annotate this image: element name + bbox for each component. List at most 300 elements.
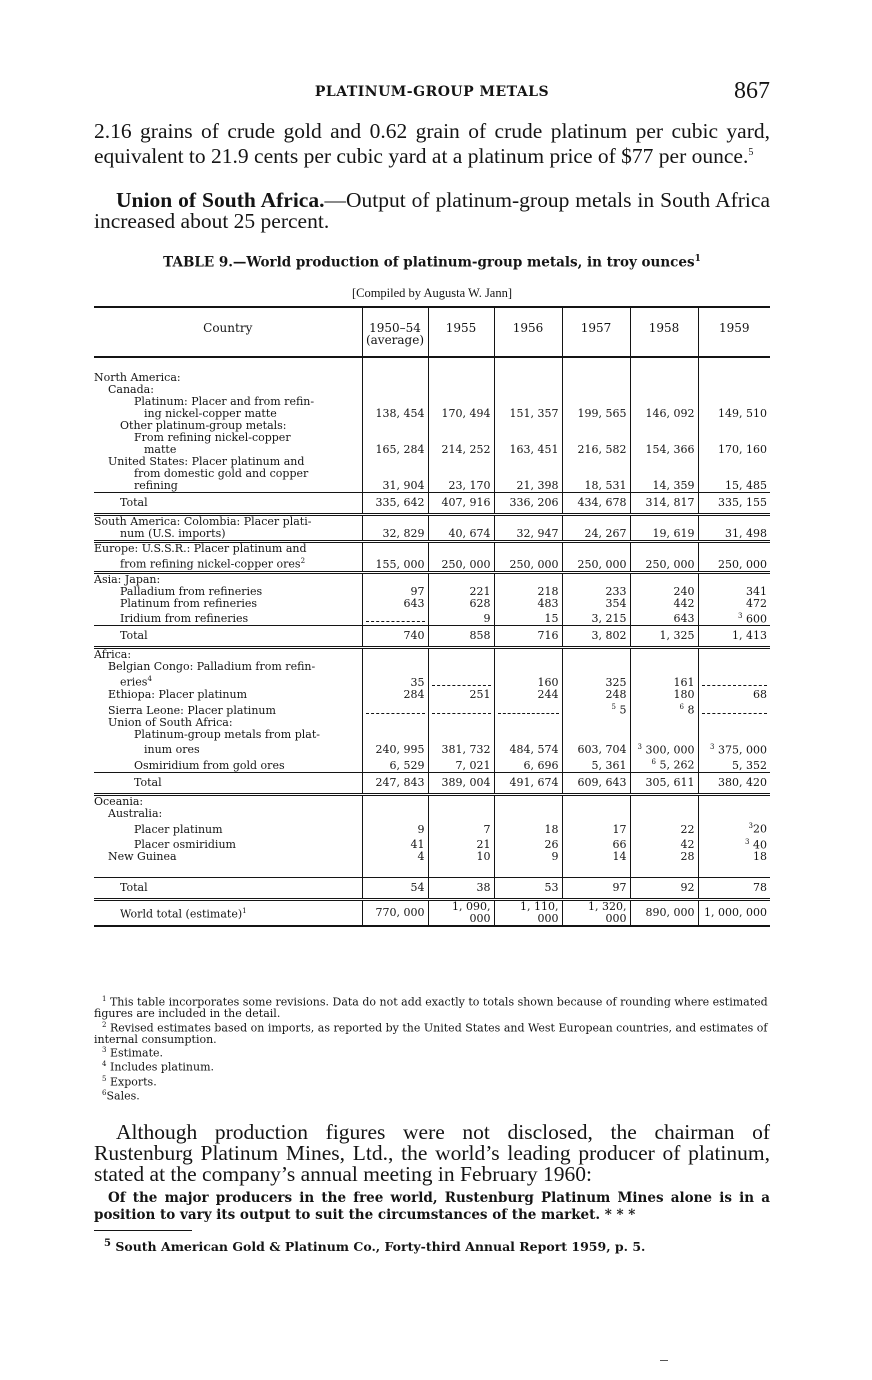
table-cell: 1, 413 xyxy=(698,626,770,648)
table-cell: 17 xyxy=(562,820,630,836)
table-row xyxy=(94,673,770,689)
table-cell xyxy=(494,808,562,820)
row-label: from domestic gold and copper xyxy=(134,468,309,480)
table-cell xyxy=(494,648,562,662)
table-cell xyxy=(562,515,630,529)
table-cell xyxy=(494,661,562,673)
table-cell xyxy=(630,808,698,820)
table-cell: 19, 619 xyxy=(630,528,698,542)
table-cell: 68 xyxy=(698,689,770,701)
table-cell: 23, 170 xyxy=(428,480,494,493)
world-total-row xyxy=(94,900,770,927)
table-cell: 14, 359 xyxy=(630,480,698,493)
table-cell xyxy=(698,542,770,556)
table-cell xyxy=(362,420,428,432)
table-cell: 314, 817 xyxy=(630,493,698,515)
total-row xyxy=(94,772,770,794)
table-cell: 138, 454 xyxy=(362,408,428,420)
table-cell xyxy=(562,717,630,729)
run-in-heading: Union of South Africa. xyxy=(116,188,325,212)
table-cell xyxy=(494,456,562,468)
table-cell xyxy=(630,542,698,556)
table-cell: 21, 398 xyxy=(494,480,562,493)
table-cell: 42 xyxy=(630,836,698,852)
table-row xyxy=(94,598,770,610)
table-cell: 305, 611 xyxy=(630,772,698,794)
south-africa-paragraph xyxy=(94,190,770,232)
table-cell xyxy=(698,572,770,586)
table-row xyxy=(94,555,770,572)
column-header: 1957 xyxy=(562,307,630,357)
table-cell: 335, 155 xyxy=(698,493,770,515)
row-label: Platinum-group metals from plat- xyxy=(134,728,320,741)
table-cell xyxy=(698,717,770,729)
continued-paragraph xyxy=(94,121,770,167)
table-cell xyxy=(428,648,494,662)
table-cell xyxy=(494,717,562,729)
table-cell xyxy=(562,357,630,372)
table-cell: $^3$ 375, 000 xyxy=(698,741,770,757)
table-cell: 10 xyxy=(428,851,494,863)
table-cell xyxy=(630,794,698,808)
row-label: Total xyxy=(94,772,362,794)
table-cell: 149, 510 xyxy=(698,408,770,420)
table-cell xyxy=(630,661,698,673)
table-cell: 1, 090, 000 xyxy=(428,900,494,927)
table-cell xyxy=(698,420,770,432)
table-cell xyxy=(428,384,494,396)
row-label: Total xyxy=(94,626,362,648)
table-cell xyxy=(362,729,428,741)
table-row xyxy=(94,794,770,808)
table-cell: 38 xyxy=(428,878,494,900)
table-cell: 3, 802 xyxy=(562,626,630,648)
table-cell: 35 xyxy=(362,673,428,689)
table-cell xyxy=(94,863,362,878)
table-cell: 740 xyxy=(362,626,428,648)
table-row xyxy=(94,515,770,529)
running-header xyxy=(94,78,770,108)
table-cell: 214, 252 xyxy=(428,444,494,456)
table-cell: 165, 284 xyxy=(362,444,428,456)
table-cell: 484, 574 xyxy=(494,741,562,757)
table-cell: 858 xyxy=(428,626,494,648)
table-row xyxy=(94,456,770,468)
table-caption: TABLE 9.—World production of platinum-group metals, in troy ounces$^1$ xyxy=(163,254,701,271)
table-cell xyxy=(494,420,562,432)
table-cell: $^3$ 300, 000 xyxy=(630,741,698,757)
table-cell: 14 xyxy=(562,851,630,863)
row-label: inum ores xyxy=(144,743,200,757)
table-cell: $^6$ 8 xyxy=(630,701,698,717)
table-cell: 170, 160 xyxy=(698,444,770,456)
table-cell: 54 xyxy=(362,878,428,900)
table-row xyxy=(94,717,770,729)
table-cell: 240 xyxy=(630,586,698,598)
row-label: from refining nickel-copper ores$^2$ xyxy=(120,557,306,571)
row-label: Ethiopa: Placer platinum xyxy=(108,688,248,701)
table-cell xyxy=(630,372,698,384)
table-cell xyxy=(428,808,494,820)
table-row xyxy=(94,851,770,863)
table-cell xyxy=(698,808,770,820)
table-row xyxy=(94,420,770,432)
row-label: Osmiridium from gold ores xyxy=(134,758,285,772)
table-cell xyxy=(428,729,494,741)
table-cell xyxy=(630,357,698,372)
table-cell: 9 xyxy=(362,820,428,836)
table-cell: 160 xyxy=(494,673,562,689)
table-cell: 24, 267 xyxy=(562,528,630,542)
row-label: refining xyxy=(134,480,178,492)
table-cell xyxy=(494,542,562,556)
table-cell: 250, 000 xyxy=(494,555,562,572)
row-label: Placer osmiridium xyxy=(134,838,236,852)
table-row xyxy=(94,689,770,701)
table-row xyxy=(94,729,770,741)
table-cell: 216, 582 xyxy=(562,444,630,456)
table-cell xyxy=(428,572,494,586)
table-cell: $^6$ 5, 262 xyxy=(630,756,698,772)
column-header: Country xyxy=(94,307,362,357)
table-cell: 4 xyxy=(362,851,428,863)
footnote: $^4$ Includes platinum. xyxy=(102,1060,215,1075)
table-cell: 1, 000, 000 xyxy=(698,900,770,927)
table-cell: 199, 565 xyxy=(562,408,630,420)
table-cell: 250, 000 xyxy=(562,555,630,572)
table-cell: 21 xyxy=(428,836,494,852)
table-cell: 6, 696 xyxy=(494,756,562,772)
table-cell: $^3$ 40 xyxy=(698,836,770,852)
row-label: Placer platinum xyxy=(134,822,223,836)
table-cell xyxy=(362,648,428,662)
table-cell: 442 xyxy=(630,598,698,610)
table-cell: 609, 643 xyxy=(562,772,630,794)
table-cell xyxy=(428,372,494,384)
footnote: $^2$ Revised estimates based on imports, as reported by the United States and West European countries, and estimates of internal consumption. xyxy=(94,1020,768,1046)
table-cell: 244 xyxy=(494,689,562,701)
footnote: $^1$ This table incorporates some revisions. Data do not add exactly to totals shown because of rounding where estimated figures are included in the detail. xyxy=(94,995,768,1021)
total-row xyxy=(94,493,770,515)
table-cell xyxy=(362,717,428,729)
table-cell xyxy=(562,863,630,878)
row-label: num (U.S. imports) xyxy=(120,528,226,540)
table-row xyxy=(94,572,770,586)
table-cell xyxy=(362,572,428,586)
row-label: Oceania: xyxy=(94,794,362,808)
footnote-ref: 1 xyxy=(694,254,701,264)
table-cell: 491, 674 xyxy=(494,772,562,794)
table-cell xyxy=(494,794,562,808)
table-row xyxy=(94,586,770,598)
table-cell: 97 xyxy=(362,586,428,598)
row-label: Iridium from refineries xyxy=(120,612,249,626)
table-cell: 9 xyxy=(428,610,494,626)
table-cell: 251 xyxy=(428,689,494,701)
column-header: 1950–54 (average) xyxy=(362,307,428,357)
row-label: matte xyxy=(144,444,177,456)
table-cell xyxy=(362,863,428,878)
table-row xyxy=(94,542,770,556)
table-cell: 250, 000 xyxy=(428,555,494,572)
table-cell: 643 xyxy=(362,598,428,610)
table-cell: 770, 000 xyxy=(362,900,428,927)
table-cell: 890, 000 xyxy=(630,900,698,927)
footnote: $^6$Sales. xyxy=(102,1088,140,1103)
table-row xyxy=(94,528,770,542)
table-cell: 1, 325 xyxy=(630,626,698,648)
table-cell: 221 xyxy=(428,586,494,598)
table-cell: 341 xyxy=(698,586,770,598)
table-cell: $^3$ 600 xyxy=(698,610,770,626)
row-label: Belgian Congo: Palladium from refin- xyxy=(108,661,316,674)
page-number: 867 xyxy=(734,78,770,104)
table-cell: 380, 420 xyxy=(698,772,770,794)
table-cell: 97 xyxy=(562,878,630,900)
table-cell: 5, 361 xyxy=(562,756,630,772)
table-cell: 389, 004 xyxy=(428,772,494,794)
table-cell xyxy=(562,572,630,586)
table-cell xyxy=(362,610,428,626)
table-cell: 151, 357 xyxy=(494,408,562,420)
table-cell: 240, 995 xyxy=(362,741,428,757)
table-row xyxy=(94,384,770,396)
table-cell: $^3$20 xyxy=(698,820,770,836)
table-cell xyxy=(494,729,562,741)
table-cell: 40, 674 xyxy=(428,528,494,542)
table-cell: 381, 732 xyxy=(428,741,494,757)
table-cell xyxy=(428,717,494,729)
table-cell xyxy=(362,542,428,556)
table-cell xyxy=(428,420,494,432)
table-row xyxy=(94,480,770,493)
column-header: 1959 xyxy=(698,307,770,357)
table-cell xyxy=(494,384,562,396)
table-cell xyxy=(630,384,698,396)
footnote-rule xyxy=(94,1230,192,1231)
table-cell xyxy=(562,542,630,556)
table-cell: 22 xyxy=(630,820,698,836)
table-cell: 218 xyxy=(494,586,562,598)
table-cell: 5, 352 xyxy=(698,756,770,772)
table-cell: 66 xyxy=(562,836,630,852)
row-label: Platinum from refineries xyxy=(120,597,258,610)
table-cell: 472 xyxy=(698,598,770,610)
table-cell: 32, 829 xyxy=(362,528,428,542)
table-cell: 9 xyxy=(494,851,562,863)
table-cell xyxy=(698,673,770,689)
row-label: Union of South Africa: xyxy=(108,716,233,729)
row-label: World total (estimate)$^1$ xyxy=(94,900,362,927)
row-label: Asia: Japan: xyxy=(94,572,362,586)
table-cell: 250, 000 xyxy=(698,555,770,572)
table-row xyxy=(94,701,770,717)
table-cell xyxy=(362,701,428,717)
running-title: PLATINUM-GROUP METALS xyxy=(314,84,550,100)
table-cell: 31, 498 xyxy=(698,528,770,542)
total-row xyxy=(94,626,770,648)
table-cell: 53 xyxy=(494,878,562,900)
table-cell: 146, 092 xyxy=(630,408,698,420)
table-cell: 3, 215 xyxy=(562,610,630,626)
row-label: North America: xyxy=(94,372,181,384)
table-cell xyxy=(362,661,428,673)
table-cell: 247, 843 xyxy=(362,772,428,794)
table-cell: 163, 451 xyxy=(494,444,562,456)
table-cell xyxy=(428,515,494,529)
table-cell xyxy=(362,515,428,529)
table-cell: 15 xyxy=(494,610,562,626)
table-cell xyxy=(698,456,770,468)
column-header: 1955 xyxy=(428,307,494,357)
table-cell: 31, 904 xyxy=(362,480,428,493)
production-table xyxy=(94,306,770,927)
table-cell: 15, 485 xyxy=(698,480,770,493)
table-cell: 32, 947 xyxy=(494,528,562,542)
table-cell: 6, 529 xyxy=(362,756,428,772)
page-footnote: $^5$ South American Gold & Platinum Co., Forty-third Annual Report 1959, p. 5. xyxy=(104,1238,646,1255)
table-footnotes xyxy=(94,994,770,1102)
footnote-ref: 5 xyxy=(748,147,754,158)
table-row xyxy=(94,372,770,384)
table-cell: 26 xyxy=(494,836,562,852)
table-cell: 336, 206 xyxy=(494,493,562,515)
table-cell xyxy=(698,515,770,529)
row-label: Canada: xyxy=(108,384,154,396)
table-cell: 18 xyxy=(698,851,770,863)
table-cell xyxy=(698,372,770,384)
block-quote: Of the major producers in the free world, Rustenburg Platinum Mines alone is in a position to vary its output to suit the circumstances of the market. * * * xyxy=(94,1190,770,1223)
table-cell xyxy=(94,357,362,372)
row-label: Other platinum-group metals: xyxy=(120,420,287,432)
table-row xyxy=(94,648,770,662)
table-cell xyxy=(562,372,630,384)
table-cell: 434, 678 xyxy=(562,493,630,515)
table-cell xyxy=(630,420,698,432)
table-cell xyxy=(562,648,630,662)
table-cell: 41 xyxy=(362,836,428,852)
table-cell xyxy=(494,357,562,372)
table-cell xyxy=(494,701,562,717)
table-cell xyxy=(630,717,698,729)
row-label: From refining nickel-copper xyxy=(134,432,291,444)
row-label: ing nickel-copper matte xyxy=(144,408,277,420)
row-label: New Guinea xyxy=(108,851,177,864)
table-row xyxy=(94,820,770,836)
table-cell xyxy=(698,648,770,662)
column-header: 1958 xyxy=(630,307,698,357)
row-label: United States: Placer platinum and xyxy=(108,456,305,468)
table-cell xyxy=(428,794,494,808)
table-cell: 233 xyxy=(562,586,630,598)
table-cell xyxy=(362,456,428,468)
column-header: 1956 xyxy=(494,307,562,357)
table-cell: 250, 000 xyxy=(630,555,698,572)
row-label: Europe: U.S.S.R.: Placer platinum and xyxy=(94,542,362,556)
row-label: Australia: xyxy=(108,807,163,820)
row-label: Palladium from refineries xyxy=(120,585,263,598)
table-cell: 284 xyxy=(362,689,428,701)
total-row xyxy=(94,878,770,900)
table-cell: 628 xyxy=(428,598,494,610)
table-cell: 7 xyxy=(428,820,494,836)
table-row xyxy=(94,808,770,820)
table-cell xyxy=(362,794,428,808)
footnote: $^3$ Estimate. xyxy=(102,1046,163,1060)
row-label: eries$^4$ xyxy=(120,675,152,689)
table-cell: 170, 494 xyxy=(428,408,494,420)
table-cell xyxy=(362,372,428,384)
table-cell xyxy=(630,863,698,878)
table-cell: 354 xyxy=(562,598,630,610)
table-cell xyxy=(362,808,428,820)
table-cell xyxy=(362,357,428,372)
table-cell xyxy=(562,420,630,432)
paragraph-text: —Output of platinum-group metals in South Africa increased about 25 percent. xyxy=(94,188,770,233)
table-cell xyxy=(630,729,698,741)
table-cell: $^5$ 5 xyxy=(562,701,630,717)
table-row xyxy=(94,836,770,852)
table-cell: 18 xyxy=(494,820,562,836)
rustenburg-paragraph: Although production figures were not disclosed, the chairman of Rustenburg Platinum Mines, Ltd., the world’s leading producer of platinum, stated at the company’s annual meeting in February 1960: xyxy=(94,1120,770,1186)
table-cell: 155, 000 xyxy=(362,555,428,572)
table-row xyxy=(94,610,770,626)
table-cell xyxy=(562,661,630,673)
row-label: Sierra Leone: Placer platinum xyxy=(108,703,276,717)
table-header-row xyxy=(94,307,770,357)
table-cell xyxy=(562,794,630,808)
table-cell: 643 xyxy=(630,610,698,626)
table-cell: 335, 642 xyxy=(362,493,428,515)
table-cell xyxy=(428,701,494,717)
table-cell xyxy=(428,456,494,468)
scan-mark xyxy=(660,1360,668,1361)
table-row xyxy=(94,408,770,420)
table-cell xyxy=(630,456,698,468)
table-cell xyxy=(362,384,428,396)
row-label: South America: Colombia: Placer plati- xyxy=(94,515,362,529)
table-row xyxy=(94,661,770,673)
table-cell: 161 xyxy=(630,673,698,689)
table-cell: 28 xyxy=(630,851,698,863)
table-cell xyxy=(428,357,494,372)
table-cell xyxy=(698,729,770,741)
row-label: Africa: xyxy=(94,648,362,662)
table-cell: 1, 320, 000 xyxy=(562,900,630,927)
table-cell xyxy=(562,729,630,741)
table-cell xyxy=(698,794,770,808)
table-cell xyxy=(630,572,698,586)
table-cell: 18, 531 xyxy=(562,480,630,493)
table-cell xyxy=(630,648,698,662)
table-cell xyxy=(428,542,494,556)
table-cell: 407, 916 xyxy=(428,493,494,515)
table-cell: 603, 704 xyxy=(562,741,630,757)
paragraph-text: 2.16 grains of crude gold and 0.62 grain of crude platinum per cubic yard, equivalent to 21.9 cents per cubic yard at a platinum price of $77 per ounce. xyxy=(94,119,770,169)
table-cell xyxy=(698,384,770,396)
table-cell: 78 xyxy=(698,878,770,900)
table-row xyxy=(94,756,770,772)
table-cell: 7, 021 xyxy=(428,756,494,772)
table-cell xyxy=(428,673,494,689)
table-cell xyxy=(698,863,770,878)
table-cell xyxy=(698,661,770,673)
table-cell: 716 xyxy=(494,626,562,648)
table-cell xyxy=(562,456,630,468)
table-row xyxy=(94,444,770,456)
table-cell xyxy=(562,808,630,820)
row-label: Total xyxy=(94,878,362,900)
